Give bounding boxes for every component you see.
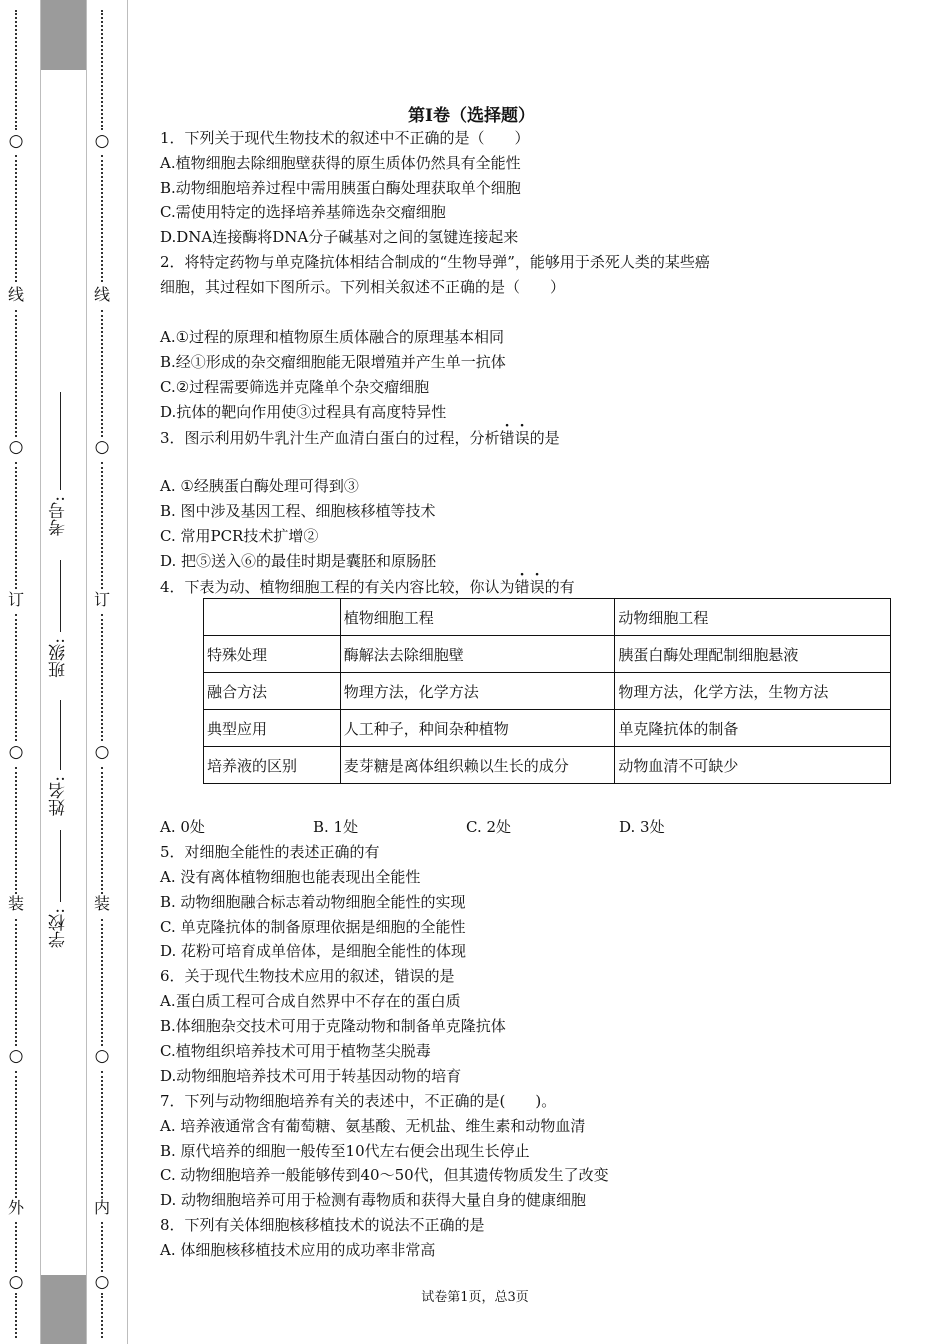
comparison-table [203,598,891,784]
table-cell: 典型应用 [204,710,341,747]
inner-seal-line [92,0,112,1344]
table-cell: 融合方法 [204,673,341,710]
q6-option-d: D.动物细胞培养技术可用于转基因动物的培育 [160,1067,462,1085]
question-7-stem: 7．下列与动物细胞培养有关的表述中，不正确的是( )。 [160,1092,557,1110]
question-8-stem: 8．下列有关体细胞核移植技术的说法不正确的是 [160,1216,485,1234]
question-3-stem-text: 3．图示利用奶牛乳汁生产血清白蛋白的过程，分析 [160,429,500,447]
q7-option-a: A. 培养液通常含有葡萄糖、氨基酸、无机盐、维生素和动物血清 [160,1117,586,1135]
exam-number-blank[interactable] [60,392,61,490]
q1-option-c: C.需使用特定的选择培养基筛选杂交瘤细胞 [160,203,446,221]
binding-border-right [127,0,128,1344]
table-cell [204,599,341,636]
q6-option-a: A.蛋白质工程可合成自然界中不存在的蛋白质 [160,992,461,1010]
seal-circle-icon: ○ [94,1046,110,1066]
q2-option-a: A.①过程的原理和植物原生质体融合的原理基本相同 [160,328,505,346]
q6-option-b: B.体细胞杂交技术可用于克隆动物和制备单克隆抗体 [160,1017,506,1035]
q2-option-b: B.经①形成的杂交瘤细胞能无限增殖并产生单一抗体 [160,353,506,371]
table-row [204,747,891,784]
table-cell: 胰蛋白酶处理配制细胞悬液 [615,636,891,673]
q4-choice-d: D. 3处 [619,818,665,836]
seal-circle-icon: ○ [94,437,110,457]
q3-option-d: D. 把⑤送入⑥的最佳时期是囊胚和原肠胚 [160,552,437,570]
q7-option-c: C. 动物细胞培养一般能够传到40～50代，但其遗传物质发生了改变 [160,1166,609,1184]
q4-choice-b: B. 1处 [313,818,359,836]
emphasis-char: 错 [499,429,515,447]
name-label: 姓名: [49,776,69,816]
question-3-stem-tail: 的是 [529,429,560,447]
q2-option-d: D.抗体的靶向作用使③过程具有高度特异性 [160,403,447,421]
school-blank[interactable] [60,830,61,902]
table-cell: 动物血清不可缺少 [615,747,891,784]
table-header-row [204,599,891,636]
q5-option-c: C. 单克隆抗体的制备原理依据是细胞的全能性 [160,918,466,936]
binding-border-middle [86,0,87,1344]
question-3-stem [160,428,560,448]
seal-circle-icon: ○ [8,1046,24,1066]
q4-choice-a: A. 0处 [160,818,205,836]
emphasis-char: 误 [529,578,545,596]
q3-option-a: A. ①经胰蛋白酶处理可得到③ [160,477,359,495]
outer-seal-line [6,0,26,1344]
table-cell: 物理方法，化学方法 [340,673,615,710]
table-cell: 动物细胞工程 [615,599,891,636]
class-blank[interactable] [60,560,61,632]
seal-char: 装 [93,894,110,913]
question-2-stem-line2: 细胞，其过程如下图所示。下列相关叙述不正确的是（ ） [160,278,566,296]
binding-border-left [40,0,41,1344]
name-blank[interactable] [60,700,61,770]
question-4-stem [160,577,575,597]
question-5-stem: 5．对细胞全能性的表述正确的有 [160,843,380,861]
question-4-stem-tail: 的有 [544,578,575,596]
q8-option-a: A. 体细胞核移植技术应用的成功率非常高 [160,1241,436,1259]
question-4-stem-text: 4．下表为动、植物细胞工程的有关内容比较，你认为 [160,578,515,596]
q4-choices [160,817,772,837]
question-1-stem: 1．下列关于现代生物技术的叙述中不正确的是（ ） [160,129,530,147]
exam-number-label: 考号: [49,496,69,536]
q7-option-b: B. 原代培养的细胞一般传至10代左右便会出现生长停止 [160,1142,530,1160]
q4-choice-c: C. 2处 [466,818,512,836]
table-cell: 酶解法去除细胞壁 [340,636,615,673]
q6-option-c: C.植物组织培养技术可用于植物茎尖脱毒 [160,1042,431,1060]
q5-option-d: D. 花粉可培育成单倍体，是细胞全能性的体现 [160,942,467,960]
class-label: 班级: [49,638,69,678]
q1-option-a: A.植物细胞去除细胞壁获得的原生质体仍然具有全能性 [160,154,521,172]
page-footer: 试卷第1页，总3页 [421,1290,529,1305]
table-cell: 培养液的区别 [204,747,341,784]
seal-char: 线 [7,285,24,304]
table-cell: 单克隆抗体的制备 [615,710,891,747]
q2-option-c: C.②过程需要筛选并克隆单个杂交瘤细胞 [160,378,430,396]
q7-option-d: D. 动物细胞培养可用于检测有毒物质和获得大量自身的健康细胞 [160,1191,587,1209]
table-row [204,636,891,673]
school-label: 学校: [49,908,69,948]
table-cell: 特殊处理 [204,636,341,673]
q1-option-b: B.动物细胞培养过程中需用胰蛋白酶处理获取单个细胞 [160,179,521,197]
seal-char: 订 [93,590,110,609]
q3-option-c: C. 常用PCR技术扩增② [160,527,319,545]
table-cell: 人工种子，种间杂种植物 [340,710,615,747]
seal-char: 内 [93,1198,110,1217]
seal-circle-icon: ○ [8,742,24,762]
seal-circle-icon: ○ [94,1272,110,1292]
question-6-stem: 6．关于现代生物技术应用的叙述，错误的是 [160,967,455,985]
seal-char: 外 [7,1198,24,1217]
q5-option-b: B. 动物细胞融合标志着动物细胞全能性的实现 [160,893,466,911]
seal-circle-icon: ○ [8,131,24,151]
table-cell: 物理方法，化学方法，生物方法 [615,673,891,710]
seal-circle-icon: ○ [8,437,24,457]
student-info-column [50,0,76,1344]
table-cell: 麦芽糖是离体组织赖以生长的成分 [340,747,615,784]
seal-char: 订 [7,590,24,609]
section-title: 第I卷（选择题） [408,106,535,126]
seal-circle-icon: ○ [94,742,110,762]
question-2-stem-line1: 2．将特定药物与单克隆抗体相结合制成的“生物导弹”，能够用于杀死人类的某些癌 [160,253,710,271]
seal-circle-icon: ○ [8,1272,24,1292]
table-row [204,710,891,747]
q1-option-d: D.DNA连接酶将DNA分子碱基对之间的氢键连接起来 [160,228,519,246]
emphasis-char: 错 [514,578,530,596]
table-row [204,673,891,710]
seal-circle-icon: ○ [94,131,110,151]
seal-char: 线 [93,285,110,304]
emphasis-char: 误 [514,429,530,447]
q3-option-b: B. 图中涉及基因工程、细胞核移植等技术 [160,502,436,520]
seal-char: 装 [7,894,24,913]
q5-option-a: A. 没有离体植物细胞也能表现出全能性 [160,868,421,886]
table-cell: 植物细胞工程 [340,599,615,636]
